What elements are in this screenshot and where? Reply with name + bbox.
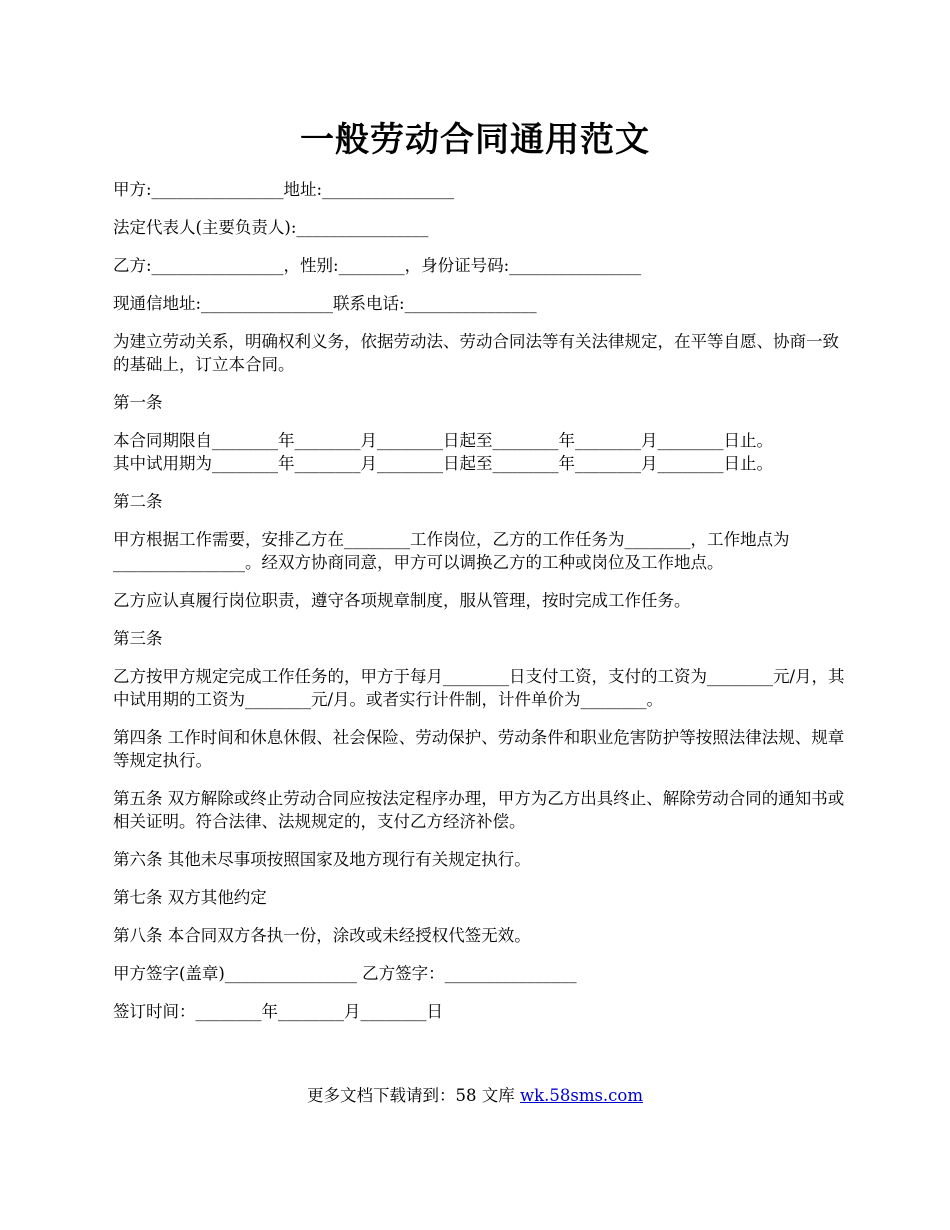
probation-term-line: 其中试用期为________年________月________日起至________年________月________日止。 xyxy=(113,454,773,473)
signing-date-line: 签订时间：________年________月________日 xyxy=(113,1002,443,1021)
party-b-line: 乙方:________________，性别:________，身份证号码:________________ xyxy=(113,256,642,275)
party-a-line: 甲方:________________地址:________________ xyxy=(113,180,455,199)
article-8: 第八条 本合同双方各执一份，涂改或未经授权代签无效。 xyxy=(113,926,531,945)
footer-prefix: 更多文档下载请到：58 文库 xyxy=(306,1086,520,1105)
article-7: 第七条 双方其他约定 xyxy=(113,888,267,907)
intro-paragraph: 为建立劳动关系，明确权利义务，依据劳动法、劳动合同法等有关法律规定，在平等自愿、协商一致的基础上，订立本合同。 xyxy=(113,332,839,374)
contact-line: 现通信地址:________________联系电话:________________ xyxy=(113,294,537,313)
article-2-heading: 第二条 xyxy=(113,492,163,511)
signature-line: 甲方签字(盖章)________________ 乙方签字：________________ xyxy=(113,964,577,983)
footer-link[interactable]: wk.58sms.com xyxy=(519,1086,643,1105)
article-1-block xyxy=(113,429,853,475)
article-3-paragraph: 乙方按甲方规定完成工作任务的，甲方于每月________日支付工资，支付的工资为________元/月，其中试用期的工资为________元/月。或者实行计件制，计件单价为________。 xyxy=(113,667,845,709)
article-3-heading: 第三条 xyxy=(113,629,163,648)
document-title: 一般劳动合同通用范文 xyxy=(300,120,650,160)
footer xyxy=(0,1082,950,1106)
article-4: 第四条 工作时间和休息休假、社会保险、劳动保护、劳动条件和职业危害防护等按照法律法规、规章等规定执行。 xyxy=(113,728,845,770)
article-2-paragraph-2: 乙方应认真履行岗位职责，遵守各项规章制度，服从管理，按时完成工作任务。 xyxy=(113,591,691,610)
article-2-paragraph-1: 甲方根据工作需要，安排乙方在________工作岗位，乙方的工作任务为________，工作地点为________________。经双方协商同意，甲方可以调换乙方的工种或岗位及工作地点。 xyxy=(113,530,790,572)
contract-term-line: 本合同期限自________年________月________日起至________年________月________日止。 xyxy=(113,431,773,450)
legal-representative-line: 法定代表人(主要负责人):________________ xyxy=(113,218,429,237)
article-1-heading: 第一条 xyxy=(113,393,163,412)
article-6: 第六条 其他未尽事项按照国家及地方现行有关规定执行。 xyxy=(113,850,531,869)
article-5: 第五条 双方解除或终止劳动合同应按法定程序办理，甲方为乙方出具终止、解除劳动合同的通知书或相关证明。符合法律、法规规定的，支付乙方经济补偿。 xyxy=(113,789,845,831)
document-body xyxy=(113,178,853,1038)
